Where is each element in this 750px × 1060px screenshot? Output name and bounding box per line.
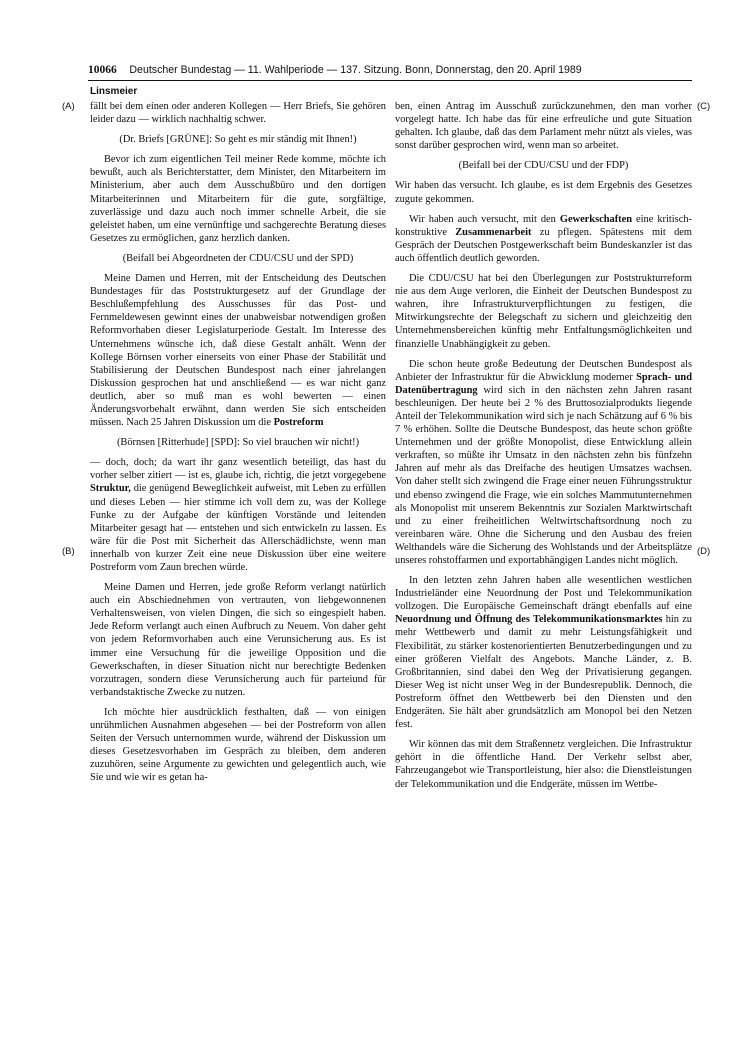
paragraph (90, 456, 386, 574)
bold-term: Sprach- und Datenübertragung (395, 371, 692, 396)
paragraph-text: Meine Damen und Herren, mit der Entscheidung des Deutschen Bundestages für das Poststrukturgesetz auf der Grundlage der Beschlußempfehlung des Ausschusses für das Post- und Fernmeldewesen gewinnt eines der unabweisbar notwendigen großen Reformvorhaben dieser Legislaturperiode Gestalt. Im Interesse des Unternehmens wünsche ich, daß diese Gestalt anhält. Wenn der Kollege Börnsen vorher einerseits von einer Phase der Stabilität und Stabilisierung der Deutschen Bundespost nach einer jahrelangen Diskussion gesprochen hat und anschließend — es war nicht ganz deutlich, aber so muß man es wohl bewerten — einen Änderungsvorbehalt erwähnt, dann werden Sie sich entscheiden müssen. Nach 25 Jahren Diskussion um die (90, 273, 386, 429)
bold-term: Zusammenarbeit (455, 226, 532, 238)
bold-term: Neuordnung und Öffnung des Telekommunikationsmarktes (395, 614, 663, 626)
paragraph-text: Wir haben auch versucht, mit den (409, 213, 556, 225)
margin-mark-c: (C) (697, 101, 711, 112)
left-column (90, 100, 386, 792)
interjection: (Beifall bei Abgeordneten der CDU/CSU und der SPD) (122, 252, 354, 264)
paragraph: Ich möchte hier ausdrücklich festhalten, daß — von einigen unrühmlichen Ausnahmen abgesehen — bei der Postreform von allen Seiten der Versuch unternommen wurde, während der Diskussion um dieses Gesetzesvorhaben im Gespräch zu bleiben, dem anderen zuzuhören, seine Argumente zu gewichten und gelegentlich auch, wie Sie und wie wir es getan ha- (90, 706, 386, 784)
right-column (395, 100, 692, 798)
paragraph-text: eine kritisch-konstruktive (395, 213, 692, 238)
paragraph (395, 213, 692, 265)
margin-mark-d: (D) (697, 546, 711, 557)
paragraph (90, 272, 386, 429)
interjection: (Beifall bei der CDU/CSU und der FDP) (458, 160, 629, 172)
paragraph-text: — doch, doch; da wart ihr ganz wesentlich beteiligt, das hast du vorher selber zitiert — ist es, glaube ich, richtig, die jetzt vorgegebene (90, 457, 386, 482)
paragraph: ben, einen Antrag im Ausschuß zurückzunehmen, den man vorher vorgelegt hatte. Ich habe das für eine erfreuliche und gute Situation gehalten. Ich glaube, daß das dem Parlament mehr nützt als vieles, was sonst darüber gesprochen wird, wenn man so arbeitet. (395, 101, 692, 152)
interjection: (Börnsen [Ritterhude] [SPD]: So viel brauchen wir nicht!) (116, 437, 360, 449)
margin-mark-a: (A) (62, 101, 75, 112)
running-header (88, 64, 680, 76)
paragraph: Wir haben das versucht. Ich glaube, es ist dem Ergebnis des Gesetzes zugute gekommen. (395, 180, 692, 205)
paragraph: Wir können das mit dem Straßennetz vergleichen. Die Infrastruktur gehört in die öffentliche Hand. Der Verkehr selbst aber, Fahrzeugangebot wie Transportleistung, hier also: die Dienstleistungen der Telekommunikation und die Endgeräte, müssen im Wettbe- (395, 739, 692, 790)
margin-mark-b: (B) (62, 546, 75, 557)
header-rule (88, 80, 692, 81)
paragraph (395, 358, 692, 568)
paragraph-text: hin zu mehr Wettbewerb und damit zu mehr Leistungsfähigkeit und Flexibilität, zu stärker kostenorientierten Benutzerbedingungen und zu einer größeren Vielfalt des Angebots. Manche Länder, z. B. Großbritannien, sind dabei den Weg der Privatisierung gegangen. Dieser Weg ist nicht unser Weg in der Bundesrepublik. Dennoch, die Postreform öffnet den Wettbewerb bei den Diensten und den Endgeräten. Sie hält aber grundsätzlich am Monopol bei den Netzen fest. (395, 614, 692, 731)
speaker-name: Linsmeier (90, 86, 138, 97)
running-title: Deutscher Bundestag — 11. Wahlperiode — 137. Sitzung. Bonn, Donnerstag, den 20. April 1989 (129, 64, 582, 76)
bold-term: Gewerkschaften (559, 213, 633, 225)
paragraph-text: Die schon heute große Bedeutung der Deutschen Bundespost als Anbieter der Infrastruktur für die Abwicklung moderner (395, 358, 692, 383)
paragraph-text: zu pflegen. Spätestens mit dem Gespräch der Deutschen Postgewerkschaft beim Bundeskanzler ist das auch öffentlich deutlich geworden. (395, 226, 692, 264)
page-number: 10066 (88, 64, 117, 76)
paragraph: fällt bei dem einen oder anderen Kollegen — Herr Briefs, Sie gehören leider dazu — wirklich nachhaltig schwer. (90, 101, 386, 126)
interjection: (Dr. Briefs [GRÜNE]: So geht es mir ständig mit Ihnen!) (119, 134, 357, 146)
paragraph-text: die genügend Beweglichkeit aufweist, mit Leben zu erfüllen und dieses Leben — hier stimme ich voll dem zu, was der Kollege Funke zu der Aufgabe der künftigen Vorstände und leitenden Mitarbeiter gesagt hat — entstehen und sich entwickeln zu lassen. Es wäre für die Post mit Sicherheit das Allerschädlichste, wenn man innerhalb von kurzer Zeit eine neue Diskussion über eine weitere Postreform vom Zaun brechen würde. (90, 483, 386, 573)
paragraph-text: wird sich in den nächsten zehn Jahren rasant beschleunigen. Der heute bei 2 % des Bruttosozialprodukts liegende Anteil der Telekommunikation wird sich je nach Schätzung auf 6 % bis 7 % erhöhen. Sollte die Deutsche Bundespost, das heute schon größte Unternehmen und der größte Monopolist, diese Entwicklung allein verkraften, so müßte ihr Umsatz in den nächsten zehn bis fünfzehn Jahren auf mehr als das Dreifache des heutigen Umsatzes wachsen. Von daher stellt sich zwingend die Frage einer neuen Führungsstruktur und ebenso zwingend die Frage, wie ein solches Mammutunternehmen als Monopolist mit unserem Bekenntnis zur Sozialen Marktwirtschaft und zu einer freiheitlichen Weltwirtschaftsordnung noch zu vereinbaren wäre. Ohne die Sicherung und den Ausbau des freien Welthandels wäre die Sicherung des Wohlstands und der Arbeitsplätze unseres rohstoffarmen und exportabhängigen Landes nicht möglich. (395, 384, 692, 566)
bold-term: Struktur, (90, 483, 131, 495)
paragraph: Meine Damen und Herren, jede große Reform verlangt natürlich auch ein Abschiednehmen von vertrauten, von liebgewonnenen Verhaltensweisen, von vielen Dingen, die sich so eingespielt haben. Jede Reform verlangt auch einen Aufbruch zu Neuem. Von daher geht von jedem Reformvorhaben auch eine Verunsicherung aus. Es ist immer eine Versuchung für die jeweilige Opposition und die Gewerkschaften, in dieser Situation nicht nur berechtigte Bedenken vorzutragen, sondern diese Verunsicherung auch für parteiund für verbandstaktische Zwecke zu nutzen. (90, 582, 386, 698)
paragraph-text: In den letzten zehn Jahren haben alle wesentlichen westlichen Industrieländer eine Neuordnung der Post und Telekommunikation vollzogen. Die Europäische Gemeinschaft drängt ebenfalls auf eine (395, 575, 692, 613)
bold-term: Postreform (273, 417, 324, 429)
paragraph (395, 574, 692, 731)
paragraph: Die CDU/CSU hat bei den Überlegungen zur Poststrukturreform nie aus dem Auge verloren, die Einheit der Deutschen Bundespost zu wahren, ihre Infrastrukturverpflichtungen zu festigen, die Mitwirkungsrechte der Belegschaft zu sichern und gleichzeitig den Unternehmensbereichen künftig mehr Entfaltungsmöglichkeiten und finanzielle Unabhängigkeit zu geben. (395, 273, 692, 350)
paragraph: Bevor ich zum eigentlichen Teil meiner Rede komme, möchte ich bewußt, auch als Berichterstatter, dem Minister, den Mitarbeitern im Ministerium, aber auch dem Ausschußbüro und den dortigen Mitarbeiterinnen und Mitarbeitern für die gute, sorgfältige, zuverlässige und dazu auch noch immer schnelle Arbeit, die sie geleistet haben, um eine vernünftige und sachgerechte Beratung dieses Gesetzes zu ermöglichen, ganz herzlich danken. (90, 154, 386, 244)
